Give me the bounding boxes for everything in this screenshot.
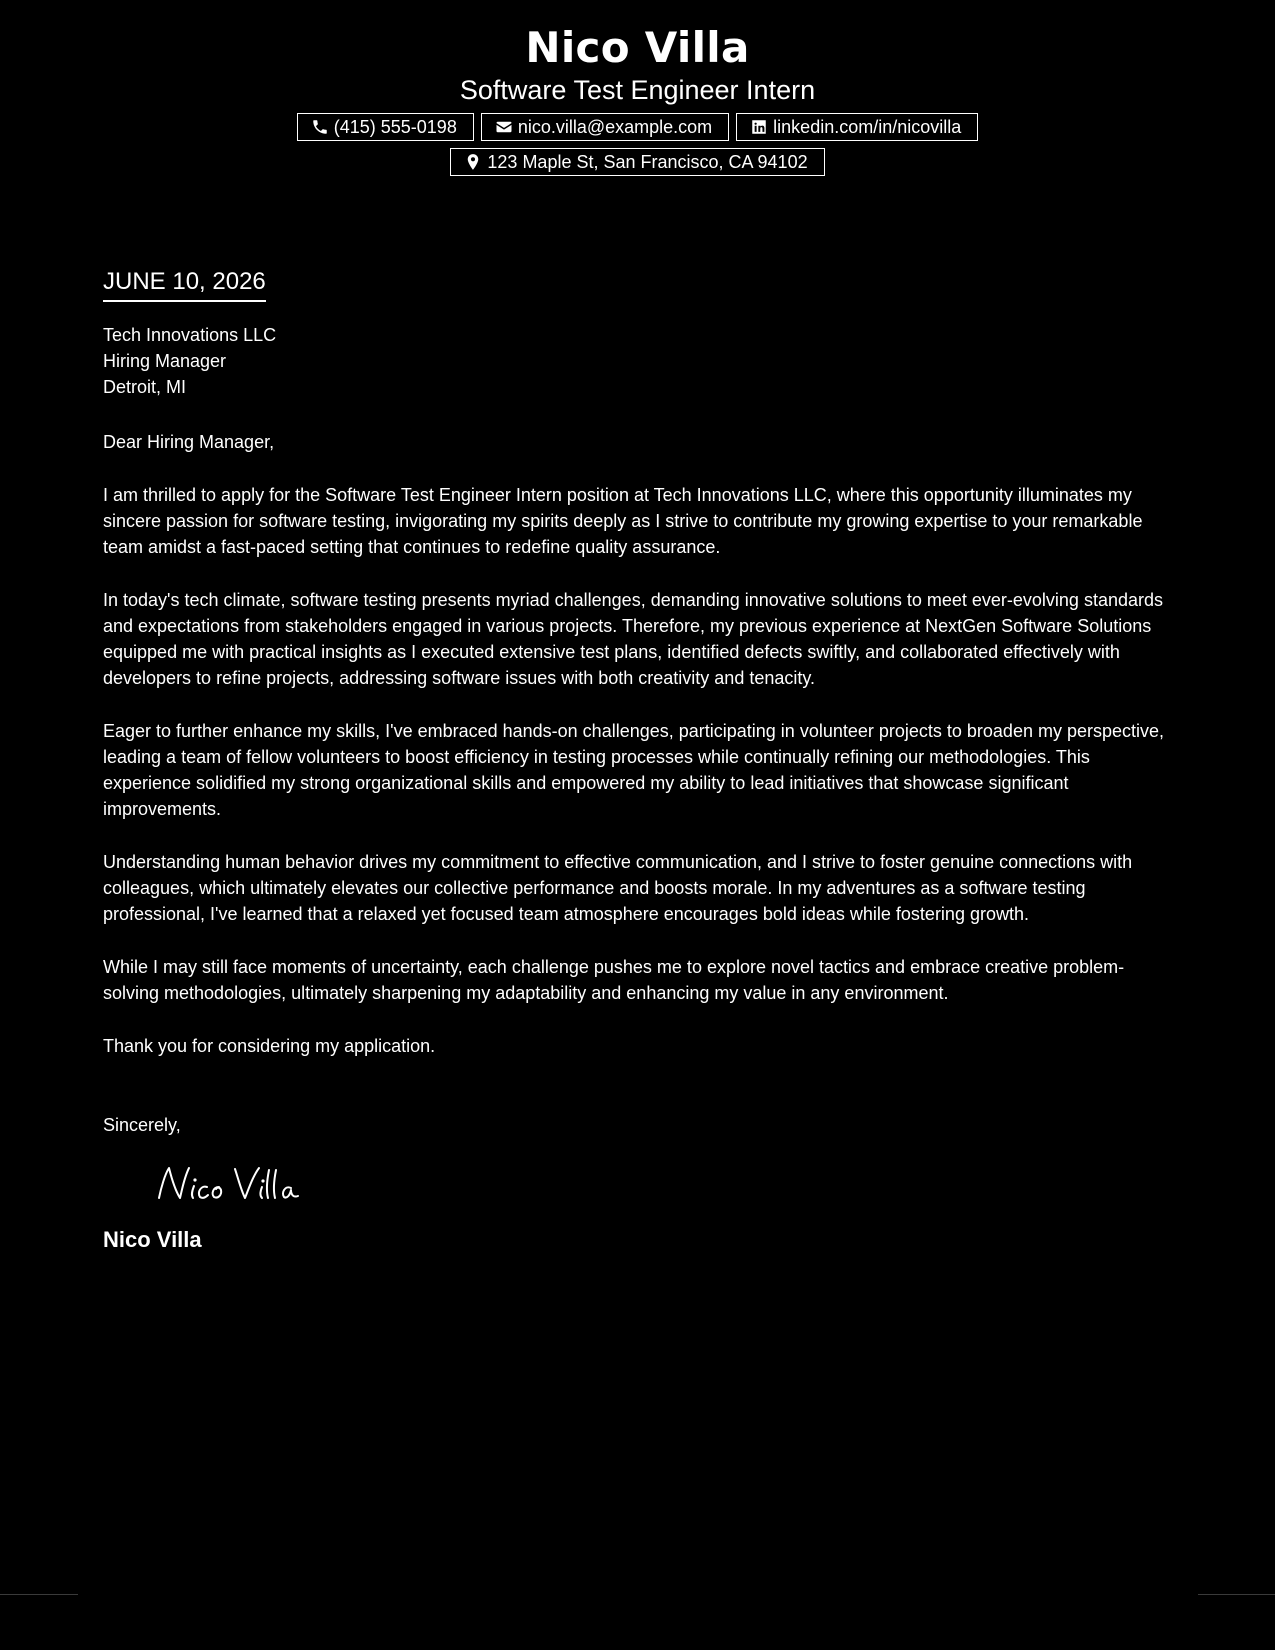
paragraph-3: Eager to further enhance my skills, I've embraced hands-on challenges, participating in volunteer projects to broaden my perspective, leading a team of fellow volunteers to boost efficiency in testing processes while continually refining our methodologies. This experience solidified my strong organizational skills and empowered my ability to lead initiatives that showcase significant improvements. — [103, 721, 1165, 819]
phone-chip — [297, 113, 474, 141]
paragraph-thank-you: Thank you for considering my application. — [103, 1036, 436, 1056]
paragraph-4: Understanding human behavior drives my commitment to effective communication, and I strive to foster genuine connections with colleagues, which ultimately elevates our collective performance and boosts morale. In my adventures as a software testing professional, I've learned that a relaxed yet focused team atmosphere encourages bold ideas while fostering growth. — [103, 852, 1133, 924]
email-text: nico.villa@example.com — [517, 116, 713, 137]
letter-header — [0, 22, 1275, 183]
closing: Sincerely, — [103, 1115, 181, 1135]
paragraph-5: While I may still face moments of uncertainty, each challenge pushes me to explore novel tactics and embrace creative problem-solving methodologies, ultimately sharpening my adaptability and enhancing my value in any environment. — [103, 957, 1125, 1003]
footer-rule-right — [1198, 1594, 1275, 1595]
address-chip — [450, 148, 824, 176]
recipient-block — [103, 322, 1175, 400]
linkedin-icon — [750, 118, 768, 136]
address-row — [0, 148, 1275, 176]
contact-row — [0, 113, 1275, 141]
handwritten-signature — [153, 1160, 323, 1210]
paragraph-2: In today's tech climate, software testing presents myriad challenges, demanding innovative solutions to meet ever-evolving standards and expectations from stakeholders engaged in various projects. Therefore, my previous experience at NextGen Software Solutions equipped me with practical insights as I executed extensive test plans, identified defects swiftly, and collaborated effectively with developers to refine projects, addressing software issues with both creativity and tenacity. — [103, 590, 1163, 688]
email-chip — [481, 113, 729, 141]
phone-text: (415) 555-0198 — [333, 116, 457, 137]
signed-name: Nico Villa — [103, 1227, 202, 1252]
envelope-icon — [495, 118, 513, 136]
recipient-location: Detroit, MI — [103, 377, 187, 397]
letter-body — [103, 266, 1175, 1254]
applicant-name: Nico Villa — [525, 23, 750, 72]
recipient-title: Hiring Manager — [103, 351, 227, 371]
job-title: Software Test Engineer Intern — [459, 75, 816, 105]
paragraph-1: I am thrilled to apply for the Software Test Engineer Intern position at Tech Innovations LLC, where this opportunity illuminates my sincere passion for software testing, invigorating my spirits deeply as I strive to contribute my growing expertise to your remarkable team amidst a fast-paced setting that continues to redefine quality assurance. — [103, 485, 1143, 557]
footer-rule-left — [0, 1594, 78, 1595]
address-text: 123 Maple St, San Francisco, CA 94102 — [487, 151, 808, 172]
phone-icon — [311, 118, 329, 136]
map-pin-icon — [464, 153, 482, 171]
linkedin-chip — [736, 113, 978, 141]
linkedin-text: linkedin.com/in/nicovilla — [773, 116, 962, 137]
letter-date: JUNE 10, 2026 — [103, 266, 266, 302]
recipient-company: Tech Innovations LLC — [103, 325, 277, 345]
salutation: Dear Hiring Manager, — [103, 432, 275, 452]
